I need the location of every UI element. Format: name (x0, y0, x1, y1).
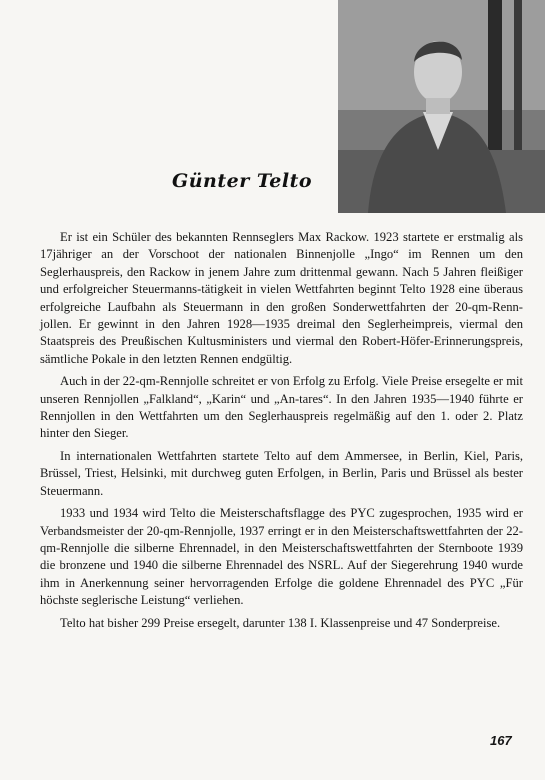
paragraph: 1933 und 1934 wird Telto die Meisterschaftsflagge des PYC zugesprochen, 1935 wird er Verbandsmeister der 20-qm-Rennjolle, 1937 erringt er in den Meisterschaftswettfahrten der 22-qm-Rennjolle die silberne Ehrennadel, in den Meisterschaftswettfahrten der Sternboote 1939 die bronzene und 1940 die silberne Ehrennadel des NSRL. Auf der Siegerehrung 1940 wurde ihm in Anerkennung seiner hervorragenden Erfolge die goldene Ehrennadel des PYC „Für höchste seglerische Leistung“ verliehen. (40, 506, 523, 608)
paragraph: In internationalen Wettfahrten startete Telto auf dem Ammersee, in Berlin, Kiel, Paris, Brüssel, Triest, Helsinki, mit durchweg guten Erfolgen, in Berlin, Paris und Brüssel als bester Steuermann. (40, 448, 523, 498)
paragraph: Telto hat bisher 299 Preise ersegelt, darunter 138 I. Klassenpreise und 47 Sonderpreise. (60, 615, 501, 630)
signature-title: Günter Telto (172, 170, 313, 192)
page-number: 167 (490, 733, 512, 748)
portrait-photo (338, 0, 545, 213)
paragraph: Er ist ein Schüler des bekannten Rennseglers Max Rackow. 1923 startete er erstmalig als 17jähriger an der Vorschoot der nationalen Binnenjolle „Ingo“ im Rennen um den Seglerhauspreis, den Rackow in jenem Jahre zum drittenmal gewann. Nach 5 Jahren fleißiger und erfolgreicher Steuermanns-tätigkeit in vielen Wettfahrten beginnt Telto 1928 eine überaus erfolgreiche Laufbahn als Steuermann in den großen Sonderwettfahrten der 20-qm-Renn-jollen. Er gewinnt in den Jahren 1928—1935 dreimal den Seglerheimpreis, viermal den Staatspreis des Preußischen Kultusministers und viermal den Robert-Höfer-Erinnerungspreis, sämtliche Pokale in den letzten Rennen endgültig. (40, 230, 523, 366)
article-body (40, 229, 523, 637)
portrait-image (338, 0, 545, 213)
paragraph: Auch in der 22-qm-Rennjolle schreitet er von Erfolg zu Erfolg. Viele Preise ersegelte er mit unseren Rennjollen „Falkland“, „Karin“ und „An-tares“. In den Jahren 1935—1940 führte er Rennjollen in den Wettfahrten um den Seglerhauspreis regelmäßig auf den 1. oder 2. Platz hinter den Sieger. (40, 374, 523, 441)
